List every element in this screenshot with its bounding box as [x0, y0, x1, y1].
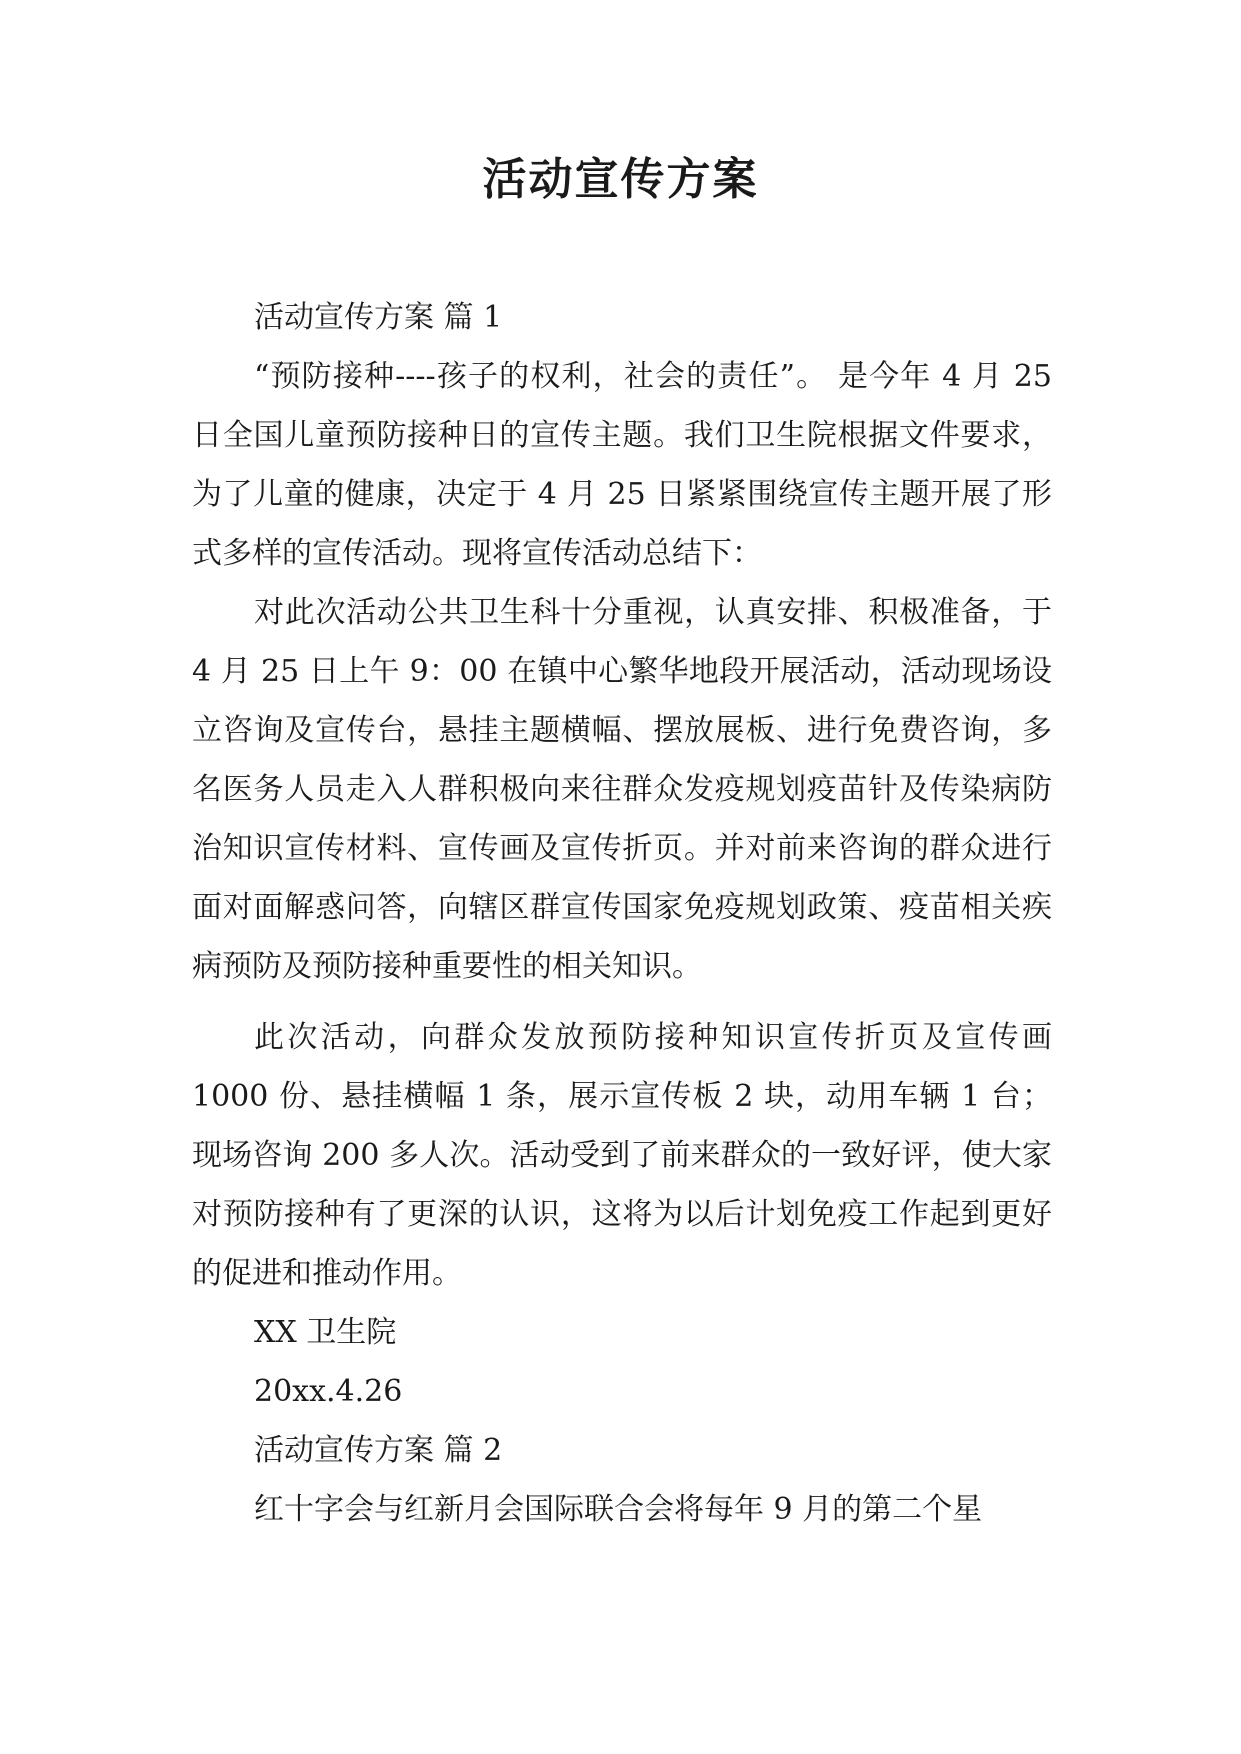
- document-body: [192, 288, 1052, 1539]
- section-heading-1: 活动宣传方案 篇 1: [254, 300, 503, 335]
- signature-org: XX 卫生院: [254, 1315, 397, 1350]
- section-heading-2: 活动宣传方案 篇 2: [254, 1433, 503, 1468]
- paragraph-intro: “预防接种----孩子的权利，社会的责任”。 是今年 4 月 25 日全国儿童预防接种日的宣传主题。我们卫生院根据文件要求，为了儿童的健康，决定于 4 月 25 日紧紧围绕宣传主题开展了形式多样的宣传活动。现将宣传活动总结下：: [192, 359, 1052, 571]
- paragraph-section-2: 红十字会与红新月会国际联合会将每年 9 月的第二个星: [254, 1492, 983, 1527]
- paragraph-results: 此次活动，向群众发放预防接种知识宣传折页及宣传画 1000 份、悬挂横幅 1 条，展示宣传板 2 块，动用车辆 1 台；现场咨询 200 多人次。活动受到了前来群众的一致好评，使大家对预防接种有了更深的认识，这将为以后计划免疫工作起到更好的促进和推动作用。: [192, 1020, 1052, 1291]
- paragraph-activity: 对此次活动公共卫生科十分重视，认真安排、积极准备，于 4 月 25 日上午 9：00 在镇中心繁华地段开展活动，活动现场设立咨询及宣传台，悬挂主题横幅、摆放展板、进行免费咨询，多名医务人员走入人群积极向来往群众发疫规划疫苗针及传染病防治知识宣传材料、宣传画及宣传折页。并对前来咨询的群众进行面对面解惑问答，向辖区群宣传国家免疫规划政策、疫苗相关疾病预防及预防接种重要性的相关知识。: [192, 595, 1052, 984]
- document-title: 活动宣传方案: [482, 154, 759, 205]
- signature-date: 20xx.4.26: [254, 1374, 403, 1409]
